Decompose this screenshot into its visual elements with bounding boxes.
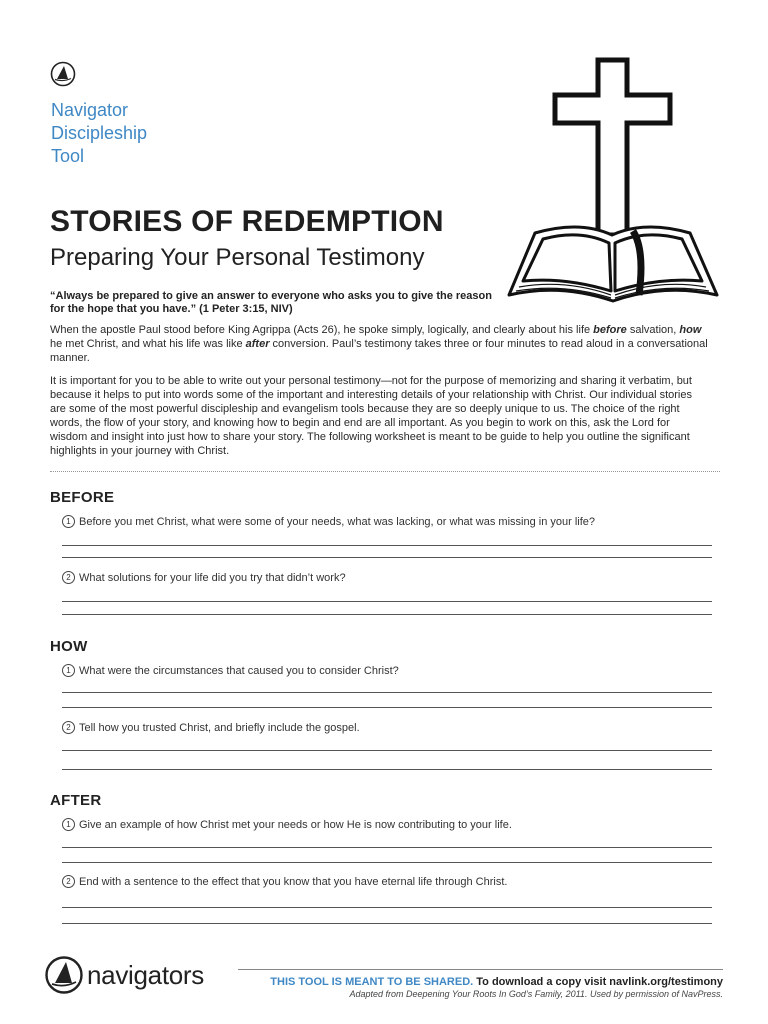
footer-divider [238, 969, 723, 970]
number-badge: 2 [62, 571, 75, 584]
section-title-after: AFTER [50, 792, 102, 809]
answer-line[interactable] [62, 614, 712, 615]
sail-logo-icon [44, 954, 84, 996]
answer-line[interactable] [62, 847, 712, 848]
p1-text-c: he met Christ, and what his life was like [50, 338, 246, 350]
section-title-how: HOW [50, 638, 88, 655]
p1-emphasis-before: before [593, 324, 627, 336]
answer-line[interactable] [62, 557, 712, 558]
how-question-1 [62, 664, 399, 677]
how-question-2 [62, 721, 360, 734]
number-badge: 2 [62, 875, 75, 888]
answer-line[interactable] [62, 750, 712, 751]
question-text: What were the circumstances that caused you to consider Christ? [79, 665, 399, 677]
answer-line[interactable] [62, 862, 712, 863]
share-callout: THIS TOOL IS MEANT TO BE SHARED. [270, 976, 474, 988]
answer-line[interactable] [62, 907, 712, 908]
tool-title-line-2: Discipleship [51, 123, 148, 143]
page-title: STORIES OF REDEMPTION [50, 205, 444, 238]
intro-paragraph-2: It is important for you to be able to write out your personal testimony—not for the purpose of memorizing and sharing it verbatim, but because it helps to put into words some of the important and interesting details of your relationship with Christ. Our individual stories are some of the most powerful discipleship and evangelism tools because they are so deeply unique to us. The choice of the right words, the flow of your story, and knowing how to begin and end are all important. As you begin to work on this, ask the Lord for wisdom and insight into just how to share your story. The following worksheet is meant to be guide to help you outline the significant highlights in your journey with Christ. [50, 375, 692, 457]
footer-share-text [270, 976, 723, 988]
cross-and-bible-icon [505, 55, 720, 305]
tool-title-line-3: Tool [51, 146, 85, 166]
after-question-2 [62, 875, 507, 888]
download-link[interactable]: To download a copy visit navlink.org/testimony [473, 976, 723, 988]
number-badge: 1 [62, 515, 75, 528]
tool-title-line-1: Navigator [51, 100, 129, 120]
navigators-wordmark: navigators [87, 960, 204, 990]
navigators-logo [44, 954, 204, 996]
p1-text-b: salvation, [626, 324, 680, 336]
before-question-1 [62, 515, 595, 528]
answer-line[interactable] [62, 923, 712, 924]
number-badge: 1 [62, 818, 75, 831]
p1-emphasis-how: how [679, 324, 702, 336]
p1-emphasis-after: after [245, 338, 270, 350]
question-text: Tell how you trusted Christ, and briefly include the gospel. [79, 722, 360, 734]
after-question-1 [62, 818, 512, 831]
answer-line[interactable] [62, 601, 712, 602]
number-badge: 2 [62, 721, 75, 734]
page-subtitle: Preparing Your Personal Testimony [50, 244, 425, 271]
tool-title [51, 99, 147, 168]
section-divider [50, 471, 720, 472]
section-title-before: BEFORE [50, 489, 115, 506]
question-text: What solutions for your life did you try that didn’t work? [79, 572, 346, 584]
answer-line[interactable] [62, 769, 712, 770]
intro-paragraph-1 [50, 323, 710, 365]
number-badge: 1 [62, 664, 75, 677]
sail-logo-icon [50, 60, 78, 88]
answer-line[interactable] [62, 692, 712, 693]
answer-line[interactable] [62, 707, 712, 708]
footer-credit: Adapted from Deepening Your Roots In God’s Family, 2011. Used by permission of NavPress. [349, 989, 723, 999]
p1-text-a: When the apostle Paul stood before King Agrippa (Acts 26), he spoke simply, logically, and clearly about his life [50, 324, 594, 336]
before-question-2 [62, 571, 346, 584]
question-text: End with a sentence to the effect that you know that you have eternal life through Christ. [79, 876, 508, 888]
intro-quote: “Always be prepared to give an answer to everyone who asks you to give the reason for the hope that you have.” (1 Peter 3:15, NIV) [50, 290, 492, 315]
p1-text-d: conversion. Paul’s testimony takes three or four minutes to read aloud in a conversational manner. [50, 338, 708, 364]
question-text: Before you met Christ, what were some of your needs, what was lacking, or what was missing in your life? [79, 516, 596, 528]
question-text: Give an example of how Christ met your needs or how He is now contributing to your life. [79, 819, 512, 831]
answer-line[interactable] [62, 545, 712, 546]
